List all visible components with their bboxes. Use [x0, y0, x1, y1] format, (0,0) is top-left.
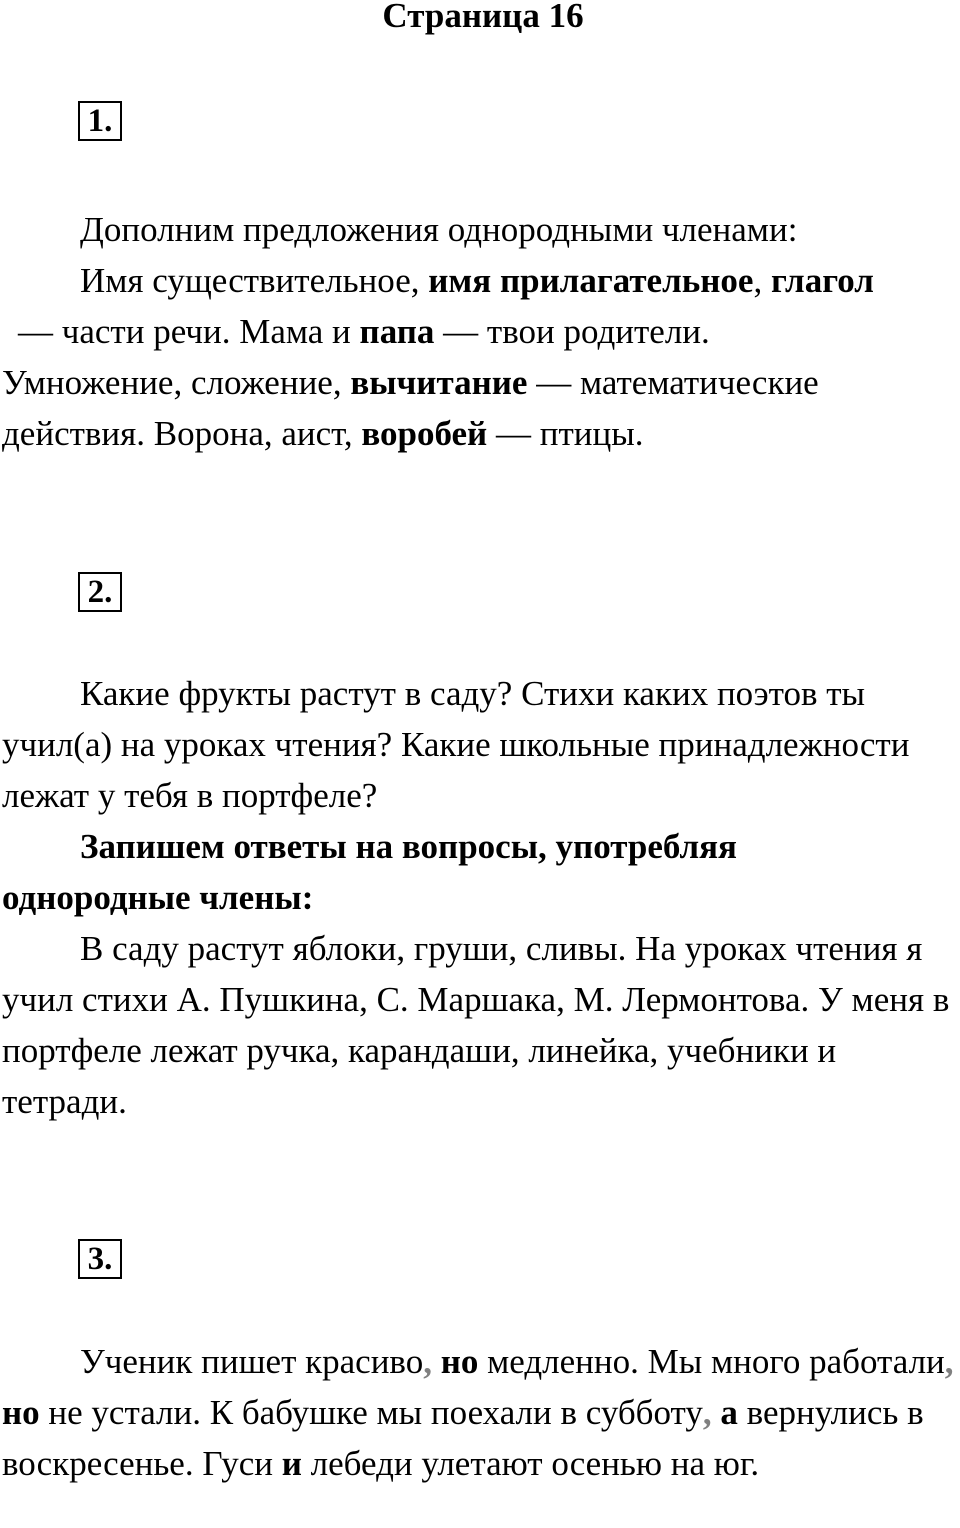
task-3-body: Ученик пишет красиво, но медленно. Мы много работали, но не устали. К бабушке мы поехали в субботу, а вернулись в воскресенье. Гуси и лебеди улетают осенью на юг.: [2, 1342, 954, 1483]
task-1-line-3: Умножение, сложение, вычитание — математические действия. Ворона, аист, воробей — птицы.: [2, 363, 819, 453]
task-1-line-1: Имя существительное, имя прилагательное, глагол: [80, 261, 874, 300]
conjunction: и: [281, 1444, 302, 1483]
answer-word: папа: [359, 312, 435, 351]
page-title: Страница 16: [382, 0, 584, 35]
answer-word: вычитание: [350, 363, 528, 402]
added-comma: ,: [702, 1393, 712, 1432]
task-2-question: Какие фрукты растут в саду? Стихи каких поэтов ты учил(а) на уроках чтения? Какие школьные принадлежности лежат у тебя в портфеле?: [2, 674, 910, 815]
added-comma: ,: [944, 1342, 954, 1381]
task-2-instruction: Запишем ответы на вопросы, употребляя однородные члены:: [2, 827, 737, 917]
answer-word: глагол: [770, 261, 874, 300]
conjunction: а: [720, 1393, 738, 1432]
conjunction: но: [440, 1342, 479, 1381]
answer-word: имя прилагательное: [428, 261, 754, 300]
task-2-answer: В саду растут яблоки, груши, сливы. На уроках чтения я учил стихи А. Пушкина, С. Маршака, М. Лермонтова. У меня в портфеле лежат ручка, карандаши, линейка, учебники и тетради.: [2, 929, 950, 1121]
task-number-2: 2.: [78, 572, 122, 612]
task-1-line-2: — части речи. Мама и папа — твои родители.: [18, 312, 710, 351]
task-1-intro: Дополним предложения однородными членами:: [80, 210, 798, 249]
task-number-1: 1.: [78, 101, 122, 141]
answer-word: воробей: [361, 414, 488, 453]
conjunction: но: [2, 1393, 40, 1432]
added-comma: ,: [423, 1342, 432, 1381]
task-number-3: 3.: [78, 1239, 122, 1279]
